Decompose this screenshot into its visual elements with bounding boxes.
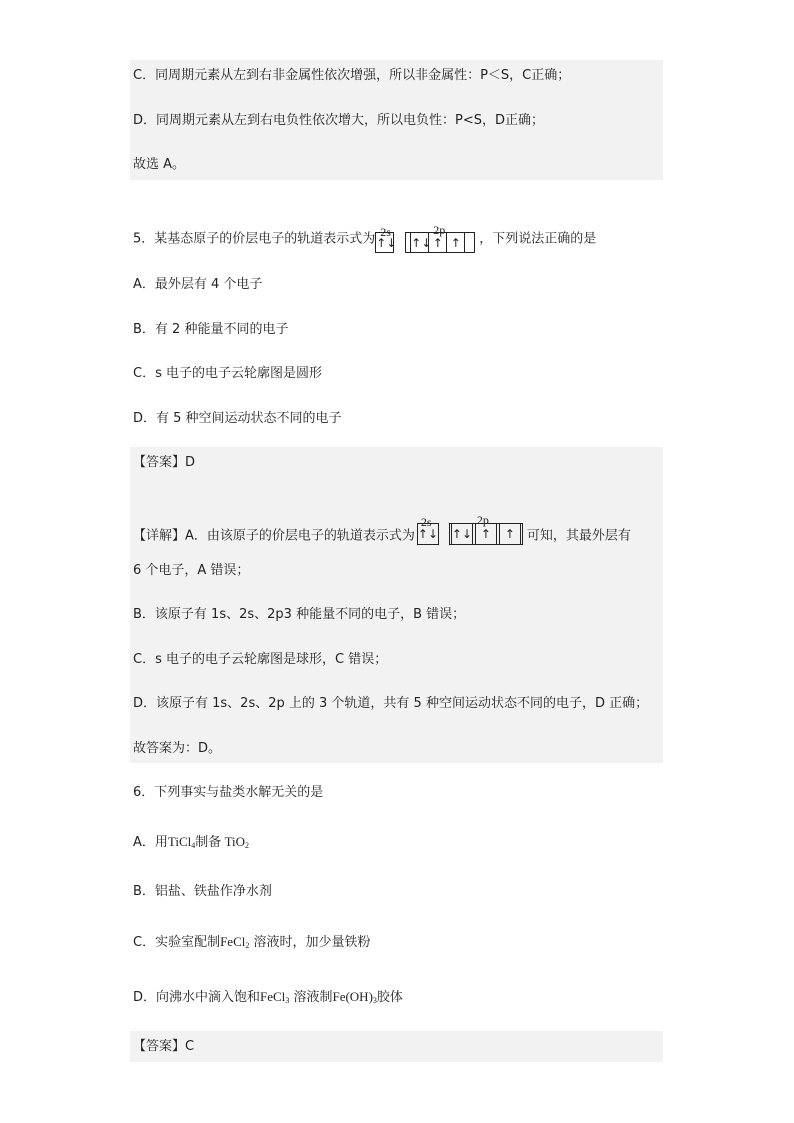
q6-option-a-mid: 制备 xyxy=(195,835,222,850)
formula-fecl2-sub: 2 xyxy=(245,941,250,950)
q5-option-d: D．有 5 种空间运动状态不同的电子 xyxy=(133,411,342,426)
formula-fecl3-sub: 3 xyxy=(285,996,290,1005)
formula-fecl2-base: FeCl xyxy=(220,934,246,949)
orbital-box-2p-3: ↑ xyxy=(446,232,465,253)
q5-stem-text: 5．某基态原子的价层电子的轨道表示式为 xyxy=(133,231,376,247)
formula-fecl2 xyxy=(220,934,249,949)
formula-feoh3 xyxy=(332,989,376,1004)
orbital-box-2p-1: ↑↓ xyxy=(410,232,429,253)
formula-tio2-sub: 2 xyxy=(245,841,250,850)
orbital-box-2s: ↑↓ xyxy=(375,232,394,253)
q5-answer: 【答案】D xyxy=(133,455,196,470)
analysis-block-q6 xyxy=(130,1031,663,1062)
q5-detail-a-text: 【详解】A．由该原子的价层电子的轨道表示式为 xyxy=(133,528,415,544)
formula-tio2-base: TiO xyxy=(224,834,246,849)
q5-conclusion: 故答案为：D。 xyxy=(133,741,222,756)
orbital-label-2p: 2p xyxy=(433,223,446,237)
orbital-detail-label-2p: 2p xyxy=(476,513,489,527)
q4-option-c-analysis: C．同周期元素从左到右非金属性依次增强，所以非金属性：P＜S，C正确； xyxy=(133,68,571,83)
formula-fecl3 xyxy=(260,989,289,1004)
q5-option-b: B．有 2 种能量不同的电子 xyxy=(133,322,289,337)
q5-stem xyxy=(133,224,596,255)
q5-detail-b: B．该原子有 1s、2s、2p3 种能量不同的电子，B 错误； xyxy=(133,607,466,622)
orbital-diagram-detail xyxy=(415,513,527,553)
formula-ticl4 xyxy=(168,834,195,849)
q5-detail-c: C．s 电子的电子云轮廓图是球形，C 错误； xyxy=(133,652,388,667)
q6-answer: 【答案】C xyxy=(133,1039,195,1054)
q5-option-c: C．s 电子的电子云轮廓图是圆形 xyxy=(133,366,322,381)
formula-feoh3-sub: 3 xyxy=(372,996,377,1005)
q5-stem-tail: ，下列说法正确的是 xyxy=(479,231,597,247)
q6-stem: 6．下列事实与盐类水解无关的是 xyxy=(133,785,324,800)
q4-option-d-analysis: D．同周期元素从左到右电负性依次增大，所以电负性：P<S，D正确； xyxy=(133,113,545,128)
q6-option-c xyxy=(133,933,371,955)
q5-detail-a-tail: 可知，其最外层有 xyxy=(526,528,631,544)
q6-option-c-label: C．实验室配制 xyxy=(133,935,221,950)
q6-option-d-mid: 溶液制 xyxy=(293,990,333,1005)
orbital-detail-box-2p-3: ↑ xyxy=(499,523,521,545)
formula-ticl4-sub: 4 xyxy=(191,841,196,850)
q6-option-a-label: A．用 xyxy=(133,835,168,850)
orbital-detail-box-2s: ↑↓ xyxy=(417,523,439,545)
q5-detail-a-line2: 6 个电子，A 错误； xyxy=(133,563,250,578)
orbital-detail-label-2s: 2s xyxy=(420,515,432,529)
analysis-block-q5 xyxy=(130,447,663,763)
formula-tio2 xyxy=(221,834,249,849)
q5-detail-d: D．该原子有 1s、2s、2p 上的 3 个轨道，共有 5 种空间运动状态不同的电子，D 正确； xyxy=(133,696,649,711)
orbital-diagram xyxy=(375,224,479,254)
q6-option-c-tail: 溶液时，加少量铁粉 xyxy=(253,935,371,950)
orbital-detail-box-2p-2: ↑ xyxy=(475,523,497,545)
orbital-box-2p-2: ↑ xyxy=(428,232,447,253)
q6-option-d-label: D．向沸水中滴入饱和 xyxy=(133,990,261,1005)
q5-detail-a xyxy=(133,513,631,554)
q6-option-a xyxy=(133,833,249,855)
q6-option-d xyxy=(133,988,403,1010)
q4-conclusion: 故选 A。 xyxy=(133,157,186,172)
formula-feoh3-base: Fe(OH) xyxy=(332,989,373,1004)
q6-option-d-tail: 胶体 xyxy=(376,990,403,1005)
formula-ticl4-base: TiCl xyxy=(167,834,192,849)
orbital-label-2s: 2s xyxy=(380,225,391,239)
orbital-detail-box-2p-1: ↑↓ xyxy=(451,523,473,545)
formula-fecl3-base: FeCl xyxy=(260,989,286,1004)
q6-option-b: B．铝盐、铁盐作净水剂 xyxy=(133,884,272,899)
q5-option-a: A．最外层有 4 个电子 xyxy=(133,277,263,292)
